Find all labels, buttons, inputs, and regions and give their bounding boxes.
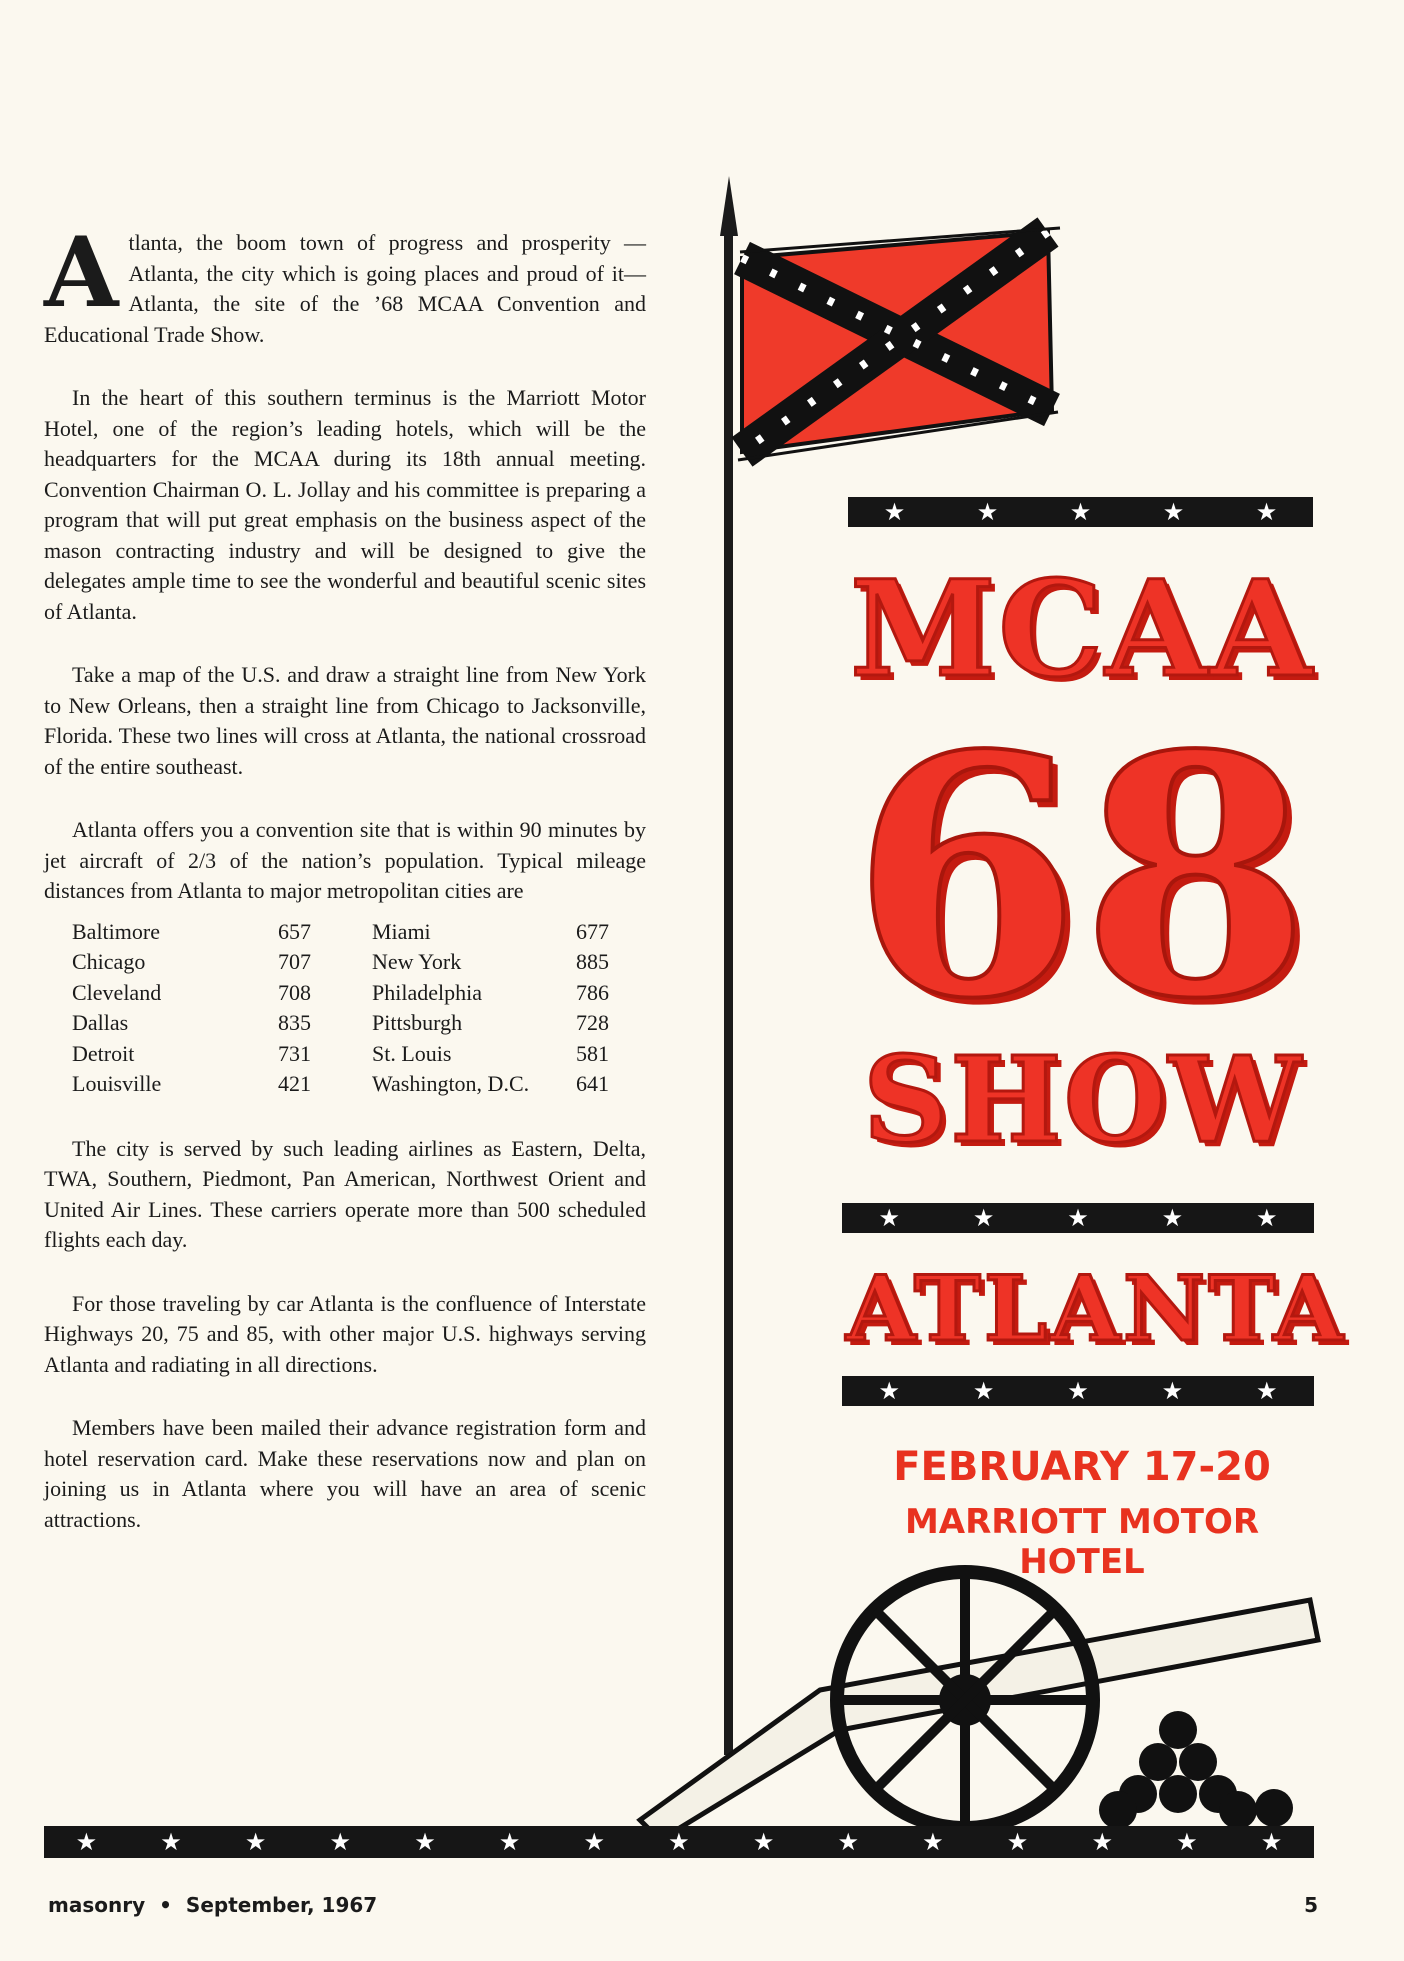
star-icon: ★ bbox=[976, 498, 999, 526]
star-bar-middle bbox=[842, 1203, 1314, 1233]
magazine-name: masonry bbox=[48, 1893, 146, 1917]
table-row: Chicago 707 New York 885 bbox=[72, 949, 609, 974]
article-paragraph-6: For those traveling by car Atlanta is the confluence of Interstate Highways 20, 75 and 85, with other major U.S. highways serving Atlanta and radiating in all directions. bbox=[44, 1290, 646, 1377]
drop-cap: A bbox=[44, 216, 119, 329]
poster-title-year: 68 bbox=[851, 683, 1311, 1071]
article-paragraph-7: Members have been mailed their advance registration form and hotel reservation card. Make these reservations now and plan on joining us in Atlanta where you will have an area of scenic attractions. bbox=[44, 1415, 646, 1532]
star-icon: ★ bbox=[329, 1828, 352, 1856]
table-row: Dallas 835 Pittsburgh 728 bbox=[72, 1010, 609, 1035]
article-paragraph-2: In the heart of this southern terminus is the Marriott Motor Hotel, one of the region’s leading hotels, which will be the headquarters for the MCAA during its 18th annual meeting. Convention Chairman O. L. Jollay and his committee is preparing a program that will put great emphasis on the business aspect of the mason contracting industry and will be designed to give the delegates ample time to see the wonderful and beautiful scenic sites of Atlanta. bbox=[44, 385, 646, 624]
star-icon: ★ bbox=[1006, 1828, 1029, 1856]
star-icon: ★ bbox=[1260, 1828, 1283, 1856]
article-paragraph-1: Atlanta, the boom town of progress and prosperity —Atlanta, the city which is going places and proud of it—Atlanta, the site of the ’68 MCAA Convention and Educational Trade Show. bbox=[44, 216, 646, 347]
star-icon: ★ bbox=[1255, 498, 1278, 526]
star-icon: ★ bbox=[1161, 1204, 1184, 1232]
star-icon: ★ bbox=[1256, 1377, 1278, 1405]
star-bar-bottom bbox=[44, 1826, 1314, 1858]
poster-title-atlanta: ATLANTA bbox=[846, 1256, 1347, 1362]
table-row: Detroit 731 St. Louis 581 bbox=[72, 1040, 609, 1066]
poster-title-mcaa: MCAA bbox=[849, 552, 1314, 707]
table-row: Louisville 421 Washington, D.C. 641 bbox=[72, 1071, 609, 1096]
star-icon: ★ bbox=[972, 1377, 995, 1405]
article-paragraph-3: Take a map of the U.S. and draw a straight line from New York to New Orleans, then a straight line from Chicago to Jacksonville, Florida. These two lines will cross at Atlanta, the national crossroad of the entire southeast. bbox=[44, 662, 646, 779]
article-paragraph-4: Atlanta offers you a convention site that is within 90 minutes by jet aircraft of 2/3 of the nation’s population. Typical mileage distances from Atlanta to major metropolitan cities are bbox=[44, 817, 646, 903]
star-icon: ★ bbox=[244, 1828, 267, 1856]
confederate-flag-icon bbox=[738, 228, 1060, 460]
star-icon: ★ bbox=[1176, 1828, 1198, 1856]
article-paragraph-5: The city is served by such leading airlines as Eastern, Delta, TWA, Southern, Piedmont, Pan American, Northwest Orient and United Air Lines. These carriers operate more than 500 scheduled flights each day. bbox=[44, 1135, 646, 1252]
star-icon: ★ bbox=[1256, 1204, 1278, 1232]
star-icon: ★ bbox=[752, 1828, 775, 1856]
star-bar-lower bbox=[842, 1376, 1314, 1406]
star-icon: ★ bbox=[583, 1828, 606, 1856]
star-icon: ★ bbox=[972, 1204, 995, 1232]
star-icon: ★ bbox=[1161, 1377, 1184, 1405]
star-icon: ★ bbox=[414, 1828, 436, 1856]
table-row: Baltimore 657 Miami 677 bbox=[72, 918, 609, 944]
star-icon: ★ bbox=[1067, 1204, 1089, 1232]
star-icon: ★ bbox=[922, 1828, 944, 1856]
star-icon: ★ bbox=[498, 1828, 521, 1856]
star-icon: ★ bbox=[878, 1204, 900, 1232]
cannonball-pile-icon bbox=[1099, 1711, 1293, 1829]
star-icon: ★ bbox=[668, 1828, 690, 1856]
star-icon: ★ bbox=[1069, 498, 1092, 526]
event-venue: MARRIOTT MOTOR HOTEL bbox=[904, 1502, 1260, 1582]
star-icon: ★ bbox=[1162, 498, 1185, 526]
star-icon: ★ bbox=[837, 1828, 859, 1856]
pole-finial-icon bbox=[720, 176, 738, 236]
event-date: FEBRUARY 17-20 bbox=[893, 1444, 1271, 1490]
star-icon: ★ bbox=[1091, 1828, 1113, 1856]
star-icon: ★ bbox=[883, 498, 906, 526]
star-bar-top bbox=[848, 497, 1313, 527]
star-icon: ★ bbox=[1067, 1377, 1089, 1405]
flag-pole bbox=[724, 225, 733, 1755]
poster-title-show: SHOW bbox=[862, 1030, 1303, 1169]
issue-date: September, 1967 bbox=[185, 1893, 378, 1917]
star-icon: ★ bbox=[878, 1377, 900, 1405]
bullet-separator: • bbox=[159, 1893, 172, 1917]
table-row: Cleveland 708 Philadelphia 786 bbox=[72, 979, 609, 1005]
star-icon: ★ bbox=[160, 1828, 182, 1856]
page-number: 5 bbox=[1304, 1893, 1318, 1917]
star-icon: ★ bbox=[75, 1828, 98, 1856]
footer-credit bbox=[48, 1893, 377, 1917]
